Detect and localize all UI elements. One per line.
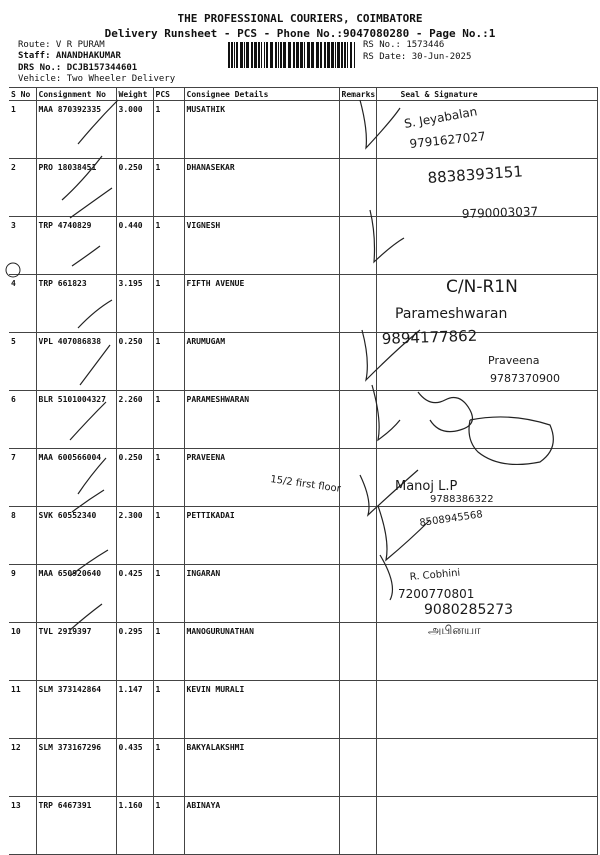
hw-r10-name: Manoj L.P: [395, 479, 458, 494]
barcode-bar: [341, 42, 343, 68]
seal-signature-cell: [376, 391, 597, 449]
consignment-no: VPL 407086838: [36, 333, 116, 391]
consignee-name: MUSATHIK: [184, 101, 339, 159]
barcode-bar: [288, 42, 291, 68]
consignment-no: BLR 5101004327: [36, 391, 116, 449]
consignee-name: DHANASEKAR: [184, 159, 339, 217]
barcode-bar: [320, 42, 322, 68]
hw-r12-name: R. Cobhini: [409, 567, 461, 583]
barcode-bar: [264, 42, 265, 68]
rs-number: RS No.: 1573446: [363, 40, 445, 50]
row-sno: 9: [9, 565, 36, 623]
barcode-bar: [354, 42, 355, 68]
consignee-name: MANOGURUNATHAN: [184, 623, 339, 681]
staff-info: Staff: ANANDHAKUMAR: [18, 51, 121, 61]
col-consignee: Consignee Details: [184, 88, 339, 101]
runsheet-title: Delivery Runsheet - PCS - Phone No.:9047080280 - Page No.:1: [104, 27, 496, 40]
row-sno: 6: [9, 391, 36, 449]
hw-r1-name: S. Jeyabalan: [403, 104, 479, 131]
barcode-bar: [254, 42, 257, 68]
remarks-cell: [339, 623, 376, 681]
table-row: [9, 681, 597, 739]
runsheet-table: [9, 87, 598, 855]
seal-signature-cell: [376, 565, 597, 623]
barcode-bar: [344, 42, 346, 68]
remarks-cell: [339, 449, 376, 507]
hw-r10-phone: 9788386322: [430, 494, 494, 505]
pcs-value: 1: [153, 159, 184, 217]
barcode-bar: [324, 42, 326, 68]
table-header-row: [9, 88, 597, 101]
consignee-name: KEVIN MURALI: [184, 681, 339, 739]
col-seal-signature: Seal & Signature: [376, 88, 597, 101]
weight-value: 0.435: [116, 739, 153, 797]
hw-r12-phone: 7200770801: [398, 587, 475, 601]
row-sno: 12: [9, 739, 36, 797]
weight-value: 3.000: [116, 101, 153, 159]
hw-r5-note: C/N-R1N: [446, 277, 518, 297]
table-row: [9, 101, 597, 159]
hw-r10-remark: 15/2 first floor: [269, 474, 342, 495]
consignee-name: BAKYALAKSHMI: [184, 739, 339, 797]
barcode-image: [228, 42, 358, 68]
company-title: THE PROFESSIONAL COURIERS, COIMBATORE: [177, 12, 423, 25]
table-row: [9, 565, 597, 623]
seal-signature-cell: [376, 101, 597, 159]
consignment-no: TVL 2919397: [36, 623, 116, 681]
barcode-bar: [296, 42, 299, 68]
drs-number: DRS No.: DCJB157344601: [18, 63, 138, 73]
consignment-no: SLM 373167296: [36, 739, 116, 797]
barcode-bar: [251, 42, 253, 68]
consignment-no: SVK 60552340: [36, 507, 116, 565]
consignment-no: TRP 661823: [36, 275, 116, 333]
hw-r11-phone: 8508945568: [418, 509, 484, 529]
consignment-no: TRP 4740829: [36, 217, 116, 275]
barcode-bar: [316, 42, 319, 68]
hw-r13-phone: 9080285273: [424, 602, 514, 618]
barcode-bar: [278, 42, 279, 68]
table-row: [9, 217, 597, 275]
seal-signature-cell: [376, 333, 597, 391]
barcode-bar: [258, 42, 260, 68]
pcs-value: 1: [153, 391, 184, 449]
pcs-value: 1: [153, 507, 184, 565]
barcode-bar: [236, 42, 238, 68]
barcode-bar: [335, 42, 336, 68]
hw-r4-phone: 9790003037: [461, 204, 539, 221]
weight-value: 2.300: [116, 507, 153, 565]
table-row: [9, 797, 597, 855]
weight-value: 1.147: [116, 681, 153, 739]
table-row: [9, 449, 597, 507]
row-sno: 7: [9, 449, 36, 507]
table-row: [9, 333, 597, 391]
remarks-cell: [339, 275, 376, 333]
table-row: [9, 739, 597, 797]
weight-value: 0.440: [116, 217, 153, 275]
barcode-bar: [337, 42, 340, 68]
weight-value: 1.160: [116, 797, 153, 855]
consignment-no: TRP 6467391: [36, 797, 116, 855]
weight-value: 0.250: [116, 449, 153, 507]
row-sno: 10: [9, 623, 36, 681]
consignee-name: VIGNESH: [184, 217, 339, 275]
pcs-value: 1: [153, 275, 184, 333]
remarks-cell: [339, 159, 376, 217]
hw-r1-phone: 9791627027: [408, 129, 487, 151]
barcode-bar: [266, 42, 268, 68]
pcs-value: 1: [153, 101, 184, 159]
remarks-cell: [339, 565, 376, 623]
table-row: [9, 507, 597, 565]
hw-r2-phone: 8838393151: [427, 162, 524, 187]
seal-signature-cell: [376, 507, 597, 565]
table-row: [9, 275, 597, 333]
barcode-bar: [311, 42, 314, 68]
pcs-value: 1: [153, 797, 184, 855]
consignment-no: MAA 870392335: [36, 101, 116, 159]
row-sno: 11: [9, 681, 36, 739]
barcode-bar: [300, 42, 303, 68]
barcode-bar: [275, 42, 277, 68]
remarks-cell: [339, 739, 376, 797]
table-row: [9, 159, 597, 217]
consignee-name: PARAMESHWARAN: [184, 391, 339, 449]
barcode-bar: [231, 42, 233, 68]
rs-date: RS Date: 30-Jun-2025: [363, 52, 472, 62]
col-pcs: PCS: [153, 88, 184, 101]
remarks-cell: [339, 217, 376, 275]
seal-signature-cell: [376, 449, 597, 507]
remarks-cell: [339, 507, 376, 565]
vehicle-info: Vehicle: Two Wheeler Delivery: [18, 74, 176, 84]
table-row: [9, 391, 597, 449]
col-remarks: Remarks: [339, 88, 376, 101]
row-sno: 2: [9, 159, 36, 217]
hw-r6-name: Parameshwaran: [395, 306, 508, 322]
barcode-bar: [280, 42, 282, 68]
barcode-bar: [283, 42, 286, 68]
route-info: Route: V R PURAM: [18, 40, 105, 50]
row-sno: 8: [9, 507, 36, 565]
consignee-name: PRAVEENA: [184, 449, 339, 507]
seal-signature-cell: [376, 159, 597, 217]
barcode-bar: [327, 42, 330, 68]
remarks-cell: [339, 391, 376, 449]
seal-signature-cell: [376, 623, 597, 681]
pcs-value: 1: [153, 565, 184, 623]
col-consignment: Consignment No: [36, 88, 116, 101]
remarks-cell: [339, 797, 376, 855]
weight-value: 0.425: [116, 565, 153, 623]
barcode-bar: [307, 42, 310, 68]
pcs-value: 1: [153, 217, 184, 275]
remarks-cell: [339, 101, 376, 159]
seal-signature-cell: [376, 681, 597, 739]
barcode-bar: [304, 42, 305, 68]
col-sno: S No: [9, 88, 36, 101]
pcs-value: 1: [153, 333, 184, 391]
row-sno: 5: [9, 333, 36, 391]
hw-r6-phone: 9894177862: [381, 326, 478, 348]
row-sno: 3: [9, 217, 36, 275]
col-weight: Weight: [116, 88, 153, 101]
barcode-bar: [293, 42, 295, 68]
table-row: [9, 623, 597, 681]
row-sno: 4: [9, 275, 36, 333]
weight-value: 0.250: [116, 333, 153, 391]
seal-signature-cell: [376, 797, 597, 855]
barcode-bar: [270, 42, 273, 68]
barcode-bar: [347, 42, 348, 68]
consignee-name: PETTIKADAI: [184, 507, 339, 565]
barcode-bar: [240, 42, 243, 68]
pcs-value: 1: [153, 681, 184, 739]
barcode-bar: [246, 42, 249, 68]
consignee-name: ARUMUGAM: [184, 333, 339, 391]
remarks-cell: [339, 681, 376, 739]
weight-value: 3.195: [116, 275, 153, 333]
barcode-bar: [331, 42, 334, 68]
barcode-bar: [350, 42, 352, 68]
row-sno: 13: [9, 797, 36, 855]
barcode-bar: [244, 42, 245, 68]
hw-r7-name: Praveena: [488, 354, 540, 367]
pcs-value: 1: [153, 623, 184, 681]
barcode-bar: [228, 42, 230, 68]
seal-signature-cell: [376, 739, 597, 797]
row-sno: 1: [9, 101, 36, 159]
weight-value: 0.295: [116, 623, 153, 681]
consignee-name: ABINAYA: [184, 797, 339, 855]
consignee-name: FIFTH AVENUE: [184, 275, 339, 333]
hw-r13-name: அபினயா: [428, 623, 481, 637]
weight-value: 2.260: [116, 391, 153, 449]
consignment-no: MAA 600566004: [36, 449, 116, 507]
consignee-name: INGARAN: [184, 565, 339, 623]
barcode-bar: [261, 42, 262, 68]
weight-value: 0.250: [116, 159, 153, 217]
consignment-no: MAA 650920640: [36, 565, 116, 623]
consignment-no: PRO 18038451: [36, 159, 116, 217]
hw-r7-phone: 9787370900: [490, 372, 560, 385]
remarks-cell: [339, 333, 376, 391]
consignment-no: SLM 373142864: [36, 681, 116, 739]
barcode-bar: [234, 42, 235, 68]
pcs-value: 1: [153, 739, 184, 797]
seal-signature-cell: [376, 217, 597, 275]
seal-signature-cell: [376, 275, 597, 333]
pcs-value: 1: [153, 449, 184, 507]
